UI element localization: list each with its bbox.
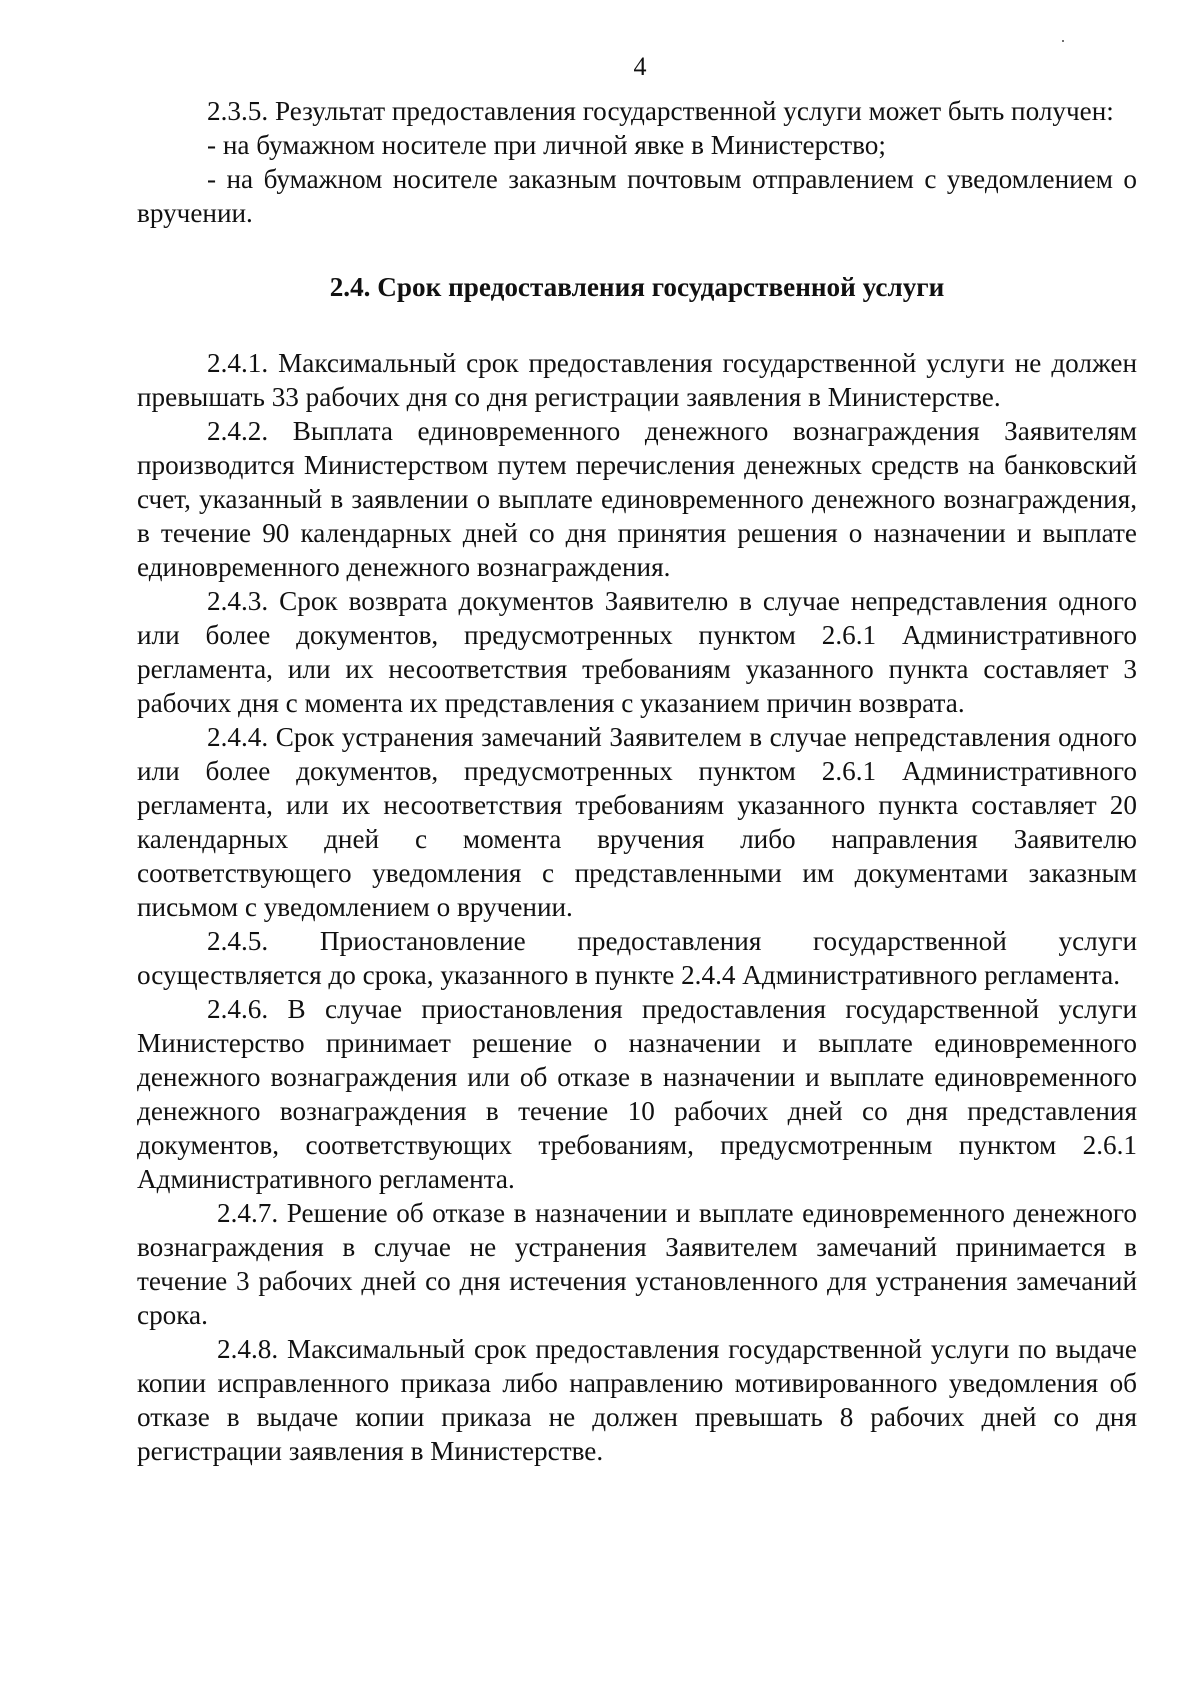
paragraph-2-4-1: 2.4.1. Максимальный срок предоставления государственной услуги не должен превышать 33 рабочих дня со дня регистрации заявления в Министерстве. [137, 348, 1137, 412]
paragraph-2-3-5: 2.3.5. Результат предоставления государственной услуги может быть получен: [207, 96, 1114, 126]
paragraph-2-4-2: 2.4.2. Выплата единовременного денежного вознаграждения Заявителям производится Министерством путем перечисления денежных средств на банковский счет, указанный в заявлении о выплате единовременного денежного вознаграждения, в течение 90 календарных дней со дня принятия решения о назначении и выплате единовременного денежного вознаграждения. [137, 416, 1137, 582]
paragraph-2-4-6: 2.4.6. В случае приостановления предоставления государственной услуги Министерство принимает решение о назначении и выплате единовременного денежного вознаграждения или об отказе в назначении и выплате единовременного денежного вознаграждения в течение 10 рабочих дней со дня представления документов, соответствующих требованиям, предусмотренным пунктом 2.6.1 Административного регламента. [137, 994, 1137, 1194]
paragraph-2-4-8: 2.4.8. Максимальный срок предоставления государственной услуги по выдаче копии исправленного приказа либо направлению мотивированного уведомления об отказе в выдаче копии приказа не должен превышать 8 рабочих дней со дня регистрации заявления в Министерстве. [137, 1334, 1137, 1466]
page-number: 4 [633, 52, 647, 81]
list-item-personal: - на бумажном носителе при личной явке в Министерство; [207, 130, 886, 160]
section-heading: 2.4. Срок предоставления государственной услуги [329, 272, 945, 302]
paragraph-2-4-3: 2.4.3. Срок возврата документов Заявителю в случае непредставления одного или более документов, предусмотренных пунктом 2.6.1 Административного регламента, или их несоответствия требованиям указанного пункта составляет 3 рабочих дня с момента их представления с указанием причин возврата. [137, 586, 1137, 718]
list-item-mail: - на бумажном носителе заказным почтовым отправлением с уведомлением о вручении. [137, 164, 1137, 228]
paragraph-2-4-4: 2.4.4. Срок устранения замечаний Заявителем в случае непредставления одного или более документов, предусмотренных пунктом 2.6.1 Административного регламента, или их несоответствия требованиям указанного пункта составляет 20 календарных дней с момента вручения либо направления Заявителю соответствующего уведомления с представленными им документами заказным письмом с уведомлением о вручении. [137, 722, 1137, 922]
paragraph-2-4-7: 2.4.7. Решение об отказе в назначении и выплате единовременного денежного вознаграждения в случае не устранения Заявителем замечаний принимается в течение 3 рабочих дней со дня истечения установленного для устранения замечаний срока. [137, 1198, 1137, 1330]
document-body [137, 94, 1137, 1468]
paragraph-2-4-5: 2.4.5. Приостановление предоставления государственной услуги осуществляется до срока, указанного в пункте 2.4.4 Административного регламента. [137, 926, 1137, 990]
scan-speck [1062, 40, 1064, 42]
